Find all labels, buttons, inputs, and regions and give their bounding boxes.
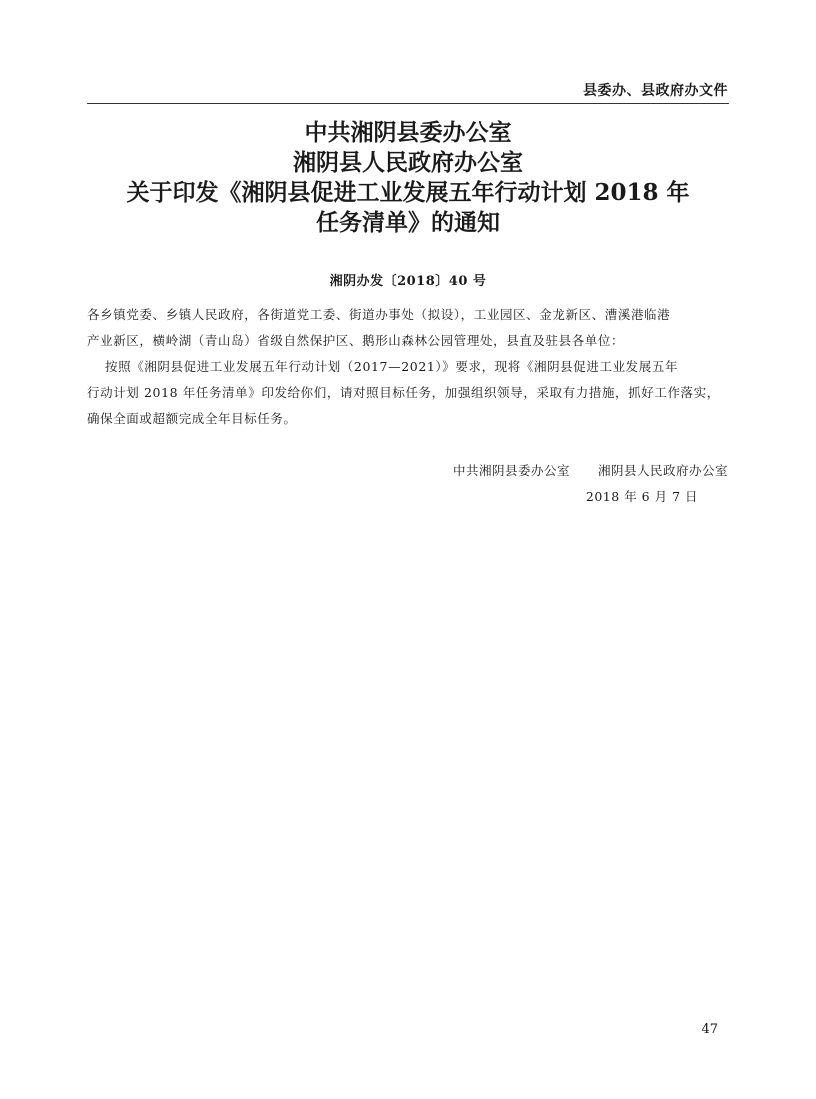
body-paragraph: [87, 354, 729, 432]
title-line-issuer-2: 湘阴县人民政府办公室: [293, 149, 523, 176]
document-title: [87, 118, 729, 238]
section-header-label: 县委办、县政府办文件: [583, 83, 728, 99]
addressee-block: [87, 302, 729, 354]
page-number: 47: [701, 1022, 718, 1037]
document-number: 湘阴办发〔2018〕40 号: [329, 274, 487, 289]
body-line: 确保全面或超额完成全年目标任务。: [87, 411, 297, 426]
body-line: 按照《湘阴县促进工业发展五年行动计划（2017—2021）》要求，现将《湘阴县促进工业发展五年: [105, 359, 679, 374]
issuer-party-office: 中共湘阴县委办公室: [452, 463, 570, 478]
title-line-subject-1: 关于印发《湘阴县促进工业发展五年行动计划 2018 年: [126, 179, 690, 206]
body-line: 行动计划 2018 年任务清单》印发给你们，请对照目标任务，加强组织领导，采取有力措施，抓好工作落实，: [87, 385, 720, 400]
title-line-subject-2: 任务清单》的通知: [316, 209, 500, 236]
issue-date: 2018 年 6 月 7 日: [585, 489, 698, 504]
issuers-row: [453, 458, 728, 484]
issuer-government-office: 湘阴县人民政府办公室: [597, 463, 728, 478]
addressee-line: 各乡镇党委、乡镇人民政府，各街道党工委、街道办事处（拟设），工业园区、金龙新区、漕溪港临港: [87, 307, 671, 322]
signature-block: [453, 458, 728, 510]
header-divider: [87, 103, 729, 104]
addressee-line: 产业新区，横岭湖（青山岛）省级自然保护区、鹅形山森林公园管理处，县直及驻县各单位：: [87, 333, 625, 348]
title-line-issuer-1: 中共湘阴县委办公室: [304, 119, 512, 146]
